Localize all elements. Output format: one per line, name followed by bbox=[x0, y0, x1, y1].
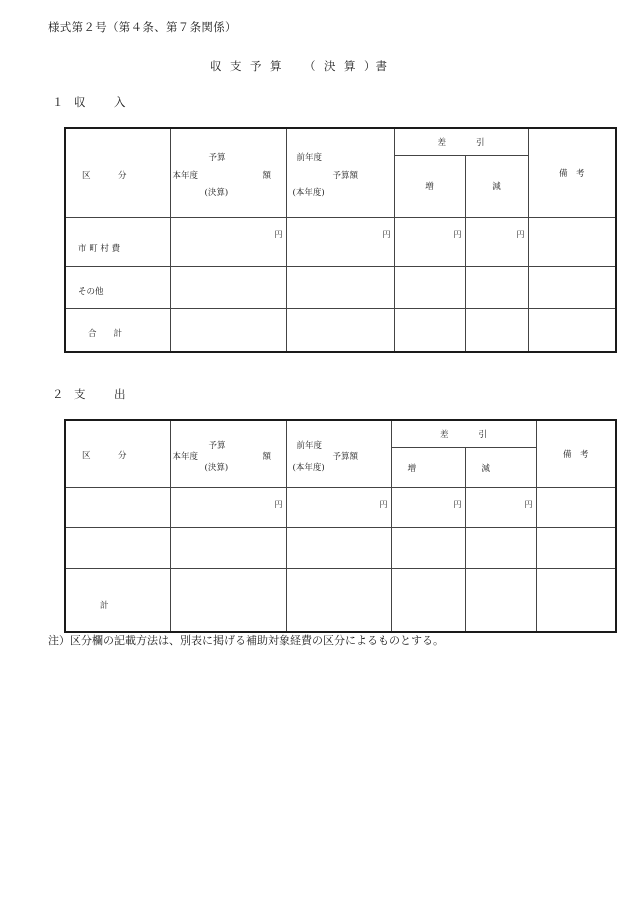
table-row bbox=[65, 309, 616, 353]
remarks-cell[interactable] bbox=[528, 218, 616, 267]
title-char: 算 bbox=[270, 59, 282, 73]
amount-cell[interactable]: 円 bbox=[286, 488, 391, 528]
amount-cell[interactable]: 円 bbox=[170, 488, 286, 528]
table-row bbox=[65, 488, 616, 528]
footnote: 注）区分欄の記載方法は、別表に掲げる補助対象経費の区分によるものとする。 bbox=[48, 634, 444, 647]
amount-cell[interactable] bbox=[391, 569, 465, 633]
header-label: (決算) bbox=[204, 188, 229, 198]
amount-cell[interactable] bbox=[286, 569, 391, 633]
category-label: 分 bbox=[118, 171, 127, 181]
amount-cell[interactable] bbox=[170, 267, 286, 309]
amount-cell[interactable] bbox=[465, 528, 536, 569]
row-label: 合 計 bbox=[65, 309, 170, 353]
table-row bbox=[65, 267, 616, 309]
expense-header-prev-budget bbox=[286, 420, 391, 488]
category-label: 区 bbox=[82, 451, 91, 461]
form-number: 様式第２号（第４条、第７条関係） bbox=[48, 20, 237, 34]
amount-cell[interactable]: 円 bbox=[465, 488, 536, 528]
title-char: 収 bbox=[210, 59, 222, 73]
header-label: 引 bbox=[476, 137, 485, 148]
amount-cell[interactable] bbox=[394, 267, 465, 309]
amount-cell[interactable] bbox=[170, 569, 286, 633]
header-label: (本年度) bbox=[292, 463, 325, 473]
income-header-category bbox=[65, 128, 170, 218]
row-label: 計 bbox=[65, 569, 170, 633]
header-label: 差 bbox=[439, 430, 449, 441]
income-heading-char: 入 bbox=[114, 95, 126, 109]
header-label: (本年度) bbox=[292, 188, 325, 198]
header-label: 本年度 bbox=[172, 452, 199, 462]
row-label bbox=[65, 488, 170, 528]
income-header-remarks: 備 考 bbox=[528, 128, 616, 218]
amount-cell[interactable]: 円 bbox=[394, 218, 465, 267]
title-char: 算 bbox=[344, 59, 356, 73]
category-label: 区 bbox=[82, 171, 91, 181]
amount-cell[interactable] bbox=[465, 309, 528, 353]
expense-table bbox=[64, 419, 617, 633]
row-label: 市 町 村 費 bbox=[65, 218, 170, 267]
table-row bbox=[65, 569, 616, 633]
remarks-cell[interactable] bbox=[528, 309, 616, 353]
income-header-current-budget bbox=[170, 128, 286, 218]
remarks-cell[interactable] bbox=[536, 528, 616, 569]
amount-cell[interactable]: 円 bbox=[170, 218, 286, 267]
title-char: ）書 bbox=[364, 59, 387, 73]
header-label: 予算 bbox=[208, 441, 226, 451]
document-title bbox=[210, 58, 394, 74]
expense-header-remarks: 備 考 bbox=[536, 420, 616, 488]
amount-cell[interactable] bbox=[465, 569, 536, 633]
amount-cell[interactable] bbox=[465, 267, 528, 309]
income-header-difference bbox=[394, 128, 528, 155]
income-heading-number: １ bbox=[52, 95, 64, 109]
amount-cell[interactable] bbox=[286, 528, 391, 569]
header-label: 予算額 bbox=[332, 452, 359, 462]
table-row bbox=[65, 528, 616, 569]
amount-cell[interactable] bbox=[286, 309, 394, 353]
amount-cell[interactable]: 円 bbox=[286, 218, 394, 267]
header-label: 予算額 bbox=[332, 171, 359, 181]
header-label: 予算 bbox=[208, 153, 226, 163]
title-char: 予 bbox=[250, 59, 262, 73]
title-char: 支 bbox=[230, 59, 242, 73]
expense-header-decrease: 減 bbox=[465, 448, 536, 488]
income-section-heading bbox=[52, 94, 126, 110]
income-header-prev-budget bbox=[286, 128, 394, 218]
remarks-cell[interactable] bbox=[536, 488, 616, 528]
title-char: （ bbox=[304, 59, 316, 73]
expense-header-difference bbox=[391, 420, 536, 448]
amount-cell[interactable] bbox=[391, 528, 465, 569]
income-header-decrease: 減 bbox=[465, 155, 528, 217]
header-label: 額 bbox=[262, 452, 272, 462]
expense-heading-char: 支 bbox=[74, 387, 86, 401]
remarks-cell[interactable] bbox=[528, 267, 616, 309]
header-label: 差 bbox=[437, 137, 446, 148]
row-label bbox=[65, 528, 170, 569]
expense-section-heading bbox=[52, 386, 126, 402]
amount-cell[interactable]: 円 bbox=[391, 488, 465, 528]
category-label: 分 bbox=[118, 451, 127, 461]
remarks-cell[interactable] bbox=[536, 569, 616, 633]
income-heading-char: 収 bbox=[74, 95, 86, 109]
header-label: (決算) bbox=[204, 463, 229, 473]
header-label: 額 bbox=[262, 171, 272, 181]
amount-cell[interactable] bbox=[394, 309, 465, 353]
expense-header-current-budget bbox=[170, 420, 286, 488]
expense-header-increase: 増 bbox=[391, 448, 465, 488]
amount-cell[interactable] bbox=[170, 528, 286, 569]
amount-cell[interactable]: 円 bbox=[465, 218, 528, 267]
header-label: 前年度 bbox=[296, 153, 323, 163]
row-label: その他 bbox=[65, 267, 170, 309]
header-label: 引 bbox=[478, 430, 488, 441]
title-char: 決 bbox=[324, 59, 336, 73]
income-table bbox=[64, 127, 617, 353]
table-row bbox=[65, 218, 616, 267]
income-header-increase: 増 bbox=[394, 155, 465, 217]
expense-heading-number: ２ bbox=[52, 387, 64, 401]
amount-cell[interactable] bbox=[170, 309, 286, 353]
amount-cell[interactable] bbox=[286, 267, 394, 309]
header-label: 本年度 bbox=[172, 171, 199, 181]
header-label: 前年度 bbox=[296, 441, 323, 451]
expense-heading-char: 出 bbox=[114, 387, 126, 401]
expense-header-category bbox=[65, 420, 170, 488]
